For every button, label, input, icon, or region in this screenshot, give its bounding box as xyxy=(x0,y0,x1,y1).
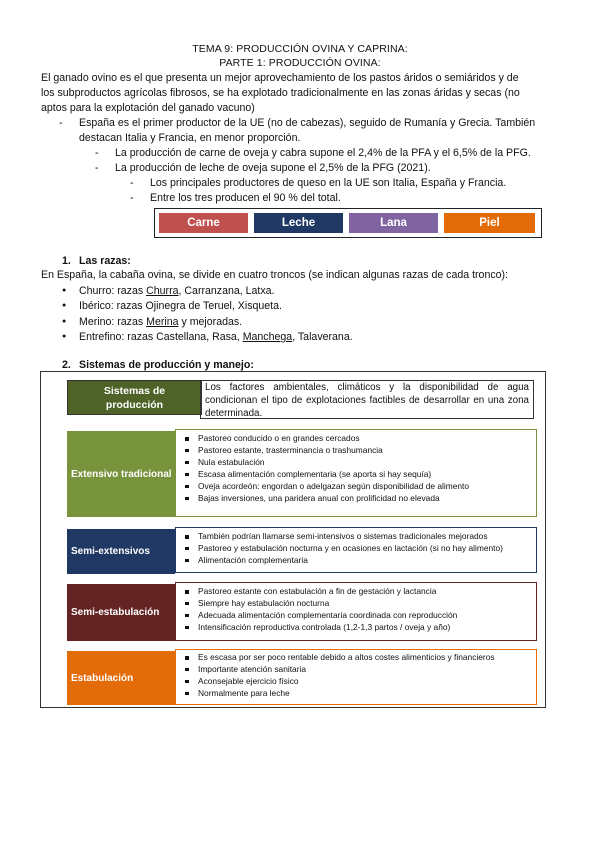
list-item: Escasa alimentación complementaria (se aporta si hay sequía) xyxy=(198,469,536,481)
system-label-extensivo: Extensivo tradicional xyxy=(67,431,175,517)
list-item: Alimentación complementaria xyxy=(198,555,536,567)
intro-line3: aptos para la explotación del ganado vacuno) xyxy=(41,102,255,114)
breed-entrefino: ● Entrefino: razas Castellana, Rasa, Manchega, Talaverana. xyxy=(79,331,353,343)
list-item: Pastoreo y estabulación nocturna y en ocasiones en lactación (si no hay alimento) xyxy=(198,543,536,555)
list-item: Intensificación reproductiva controlada (1,2-1,3 partos / oveja y año) xyxy=(198,622,536,634)
list-item: Siempre hay estabulación nocturna xyxy=(198,598,536,610)
section2-heading: Sistemas de producción y manejo: xyxy=(79,359,254,371)
systems-header-label: Sistemas de producción xyxy=(67,380,202,415)
system-label-estabulacion: Estabulación xyxy=(67,651,175,705)
section1-number: 1. xyxy=(62,255,71,267)
breed-iberico: ● Ibérico: razas Ojinegra de Teruel, Xisqueta. xyxy=(79,300,282,312)
list-item: Nula estabulación xyxy=(198,457,536,469)
product-carne: Carne xyxy=(159,213,248,233)
breed-merino: ● Merino: razas Merina y mejoradas. xyxy=(79,316,242,328)
list-item: Oveja acordeón: engordan o adelgazan según disponibilidad de alimento xyxy=(198,481,536,493)
products-banner xyxy=(154,208,542,238)
list-item: Adecuada alimentación complementaria coordinada con reproducción xyxy=(198,610,536,622)
list-item: Normalmente para leche xyxy=(198,688,536,700)
system-label-semi-extensivos: Semi-extensivos xyxy=(67,529,175,574)
bullet-spain-line1: - España es el primer productor de la UE (no de cabezas), seguido de Rumanía y Grecia. También xyxy=(79,116,535,132)
list-item: Pastoreo estante, trasterminancia o trashumancia xyxy=(198,445,536,457)
intro-line2: los subproductos agrícolas fibrosos, se ha explotado tradicionalmente en las zonas áridas y secas (no xyxy=(41,87,520,99)
bullet-meat: - La producción de carne de oveja y cabra supone el 2,4% de la PFA y el 6,5% de la PFG. xyxy=(115,146,531,162)
bullet-milk: - La producción de leche de oveja supone el 2,5% de la PFG (2021). xyxy=(115,161,431,177)
list-item: Es escasa por ser poco rentable debido a altos costes alimenticios y financieros xyxy=(198,652,536,664)
section2-number: 2. xyxy=(62,359,71,371)
list-item: Bajas inversiones, una paridera anual con prolificidad no elevada xyxy=(198,493,536,505)
intro-line1: El ganado ovino es el que presenta un mejor aprovechamiento de los pastos áridos o semiáridos y de xyxy=(41,72,519,84)
systems-header-text: Los factores ambientales, climáticos y la disponibilidad de agua condicionan el tipo de explotaciones factibles de desarrollar en una zona determinada. xyxy=(200,380,534,419)
system-box-estabulacion xyxy=(175,649,537,705)
list-item: Pastoreo estante con estabulación a fin de gestación y lactancia xyxy=(198,586,536,598)
system-label-semi-estabulacion: Semi-estabulación xyxy=(67,584,175,641)
product-leche: Leche xyxy=(254,213,343,233)
bullet-spain-line2: destacan Italia y Francia, en menor proporción. xyxy=(79,132,301,144)
system-box-semi-extensivos xyxy=(175,527,537,573)
list-item: Aconsejable ejercicio físico xyxy=(198,676,536,688)
bullet-total: - Entre los tres producen el 90 % del total. xyxy=(150,191,341,207)
doc-title-line1: TEMA 9: PRODUCCIÓN OVINA Y CAPRINA: xyxy=(192,43,408,55)
production-systems-table xyxy=(40,371,546,708)
doc-title-line2: PARTE 1: PRODUCCIÓN OVINA: xyxy=(219,57,381,69)
list-item: Importante atención sanitaria xyxy=(198,664,536,676)
bullet-cheese: - Los principales productores de queso en la UE son Italia, España y Francia. xyxy=(150,176,506,192)
system-box-semi-estabulacion xyxy=(175,582,537,641)
product-lana: Lana xyxy=(349,213,438,233)
section1-heading: Las razas: xyxy=(79,255,131,267)
section1-intro: En España, la cabaña ovina, se divide en cuatro troncos (se indican algunas razas de cada tronco): xyxy=(41,269,508,281)
product-piel: Piel xyxy=(444,213,535,233)
breed-churro: ● Churro: razas Churra, Carranzana, Latxa. xyxy=(79,285,275,297)
list-item: Pastoreo conducido o en grandes cercados xyxy=(198,433,536,445)
list-item: También podrían llamarse semi-intensivos o sistemas tradicionales mejorados xyxy=(198,531,536,543)
system-box-extensivo xyxy=(175,429,537,517)
